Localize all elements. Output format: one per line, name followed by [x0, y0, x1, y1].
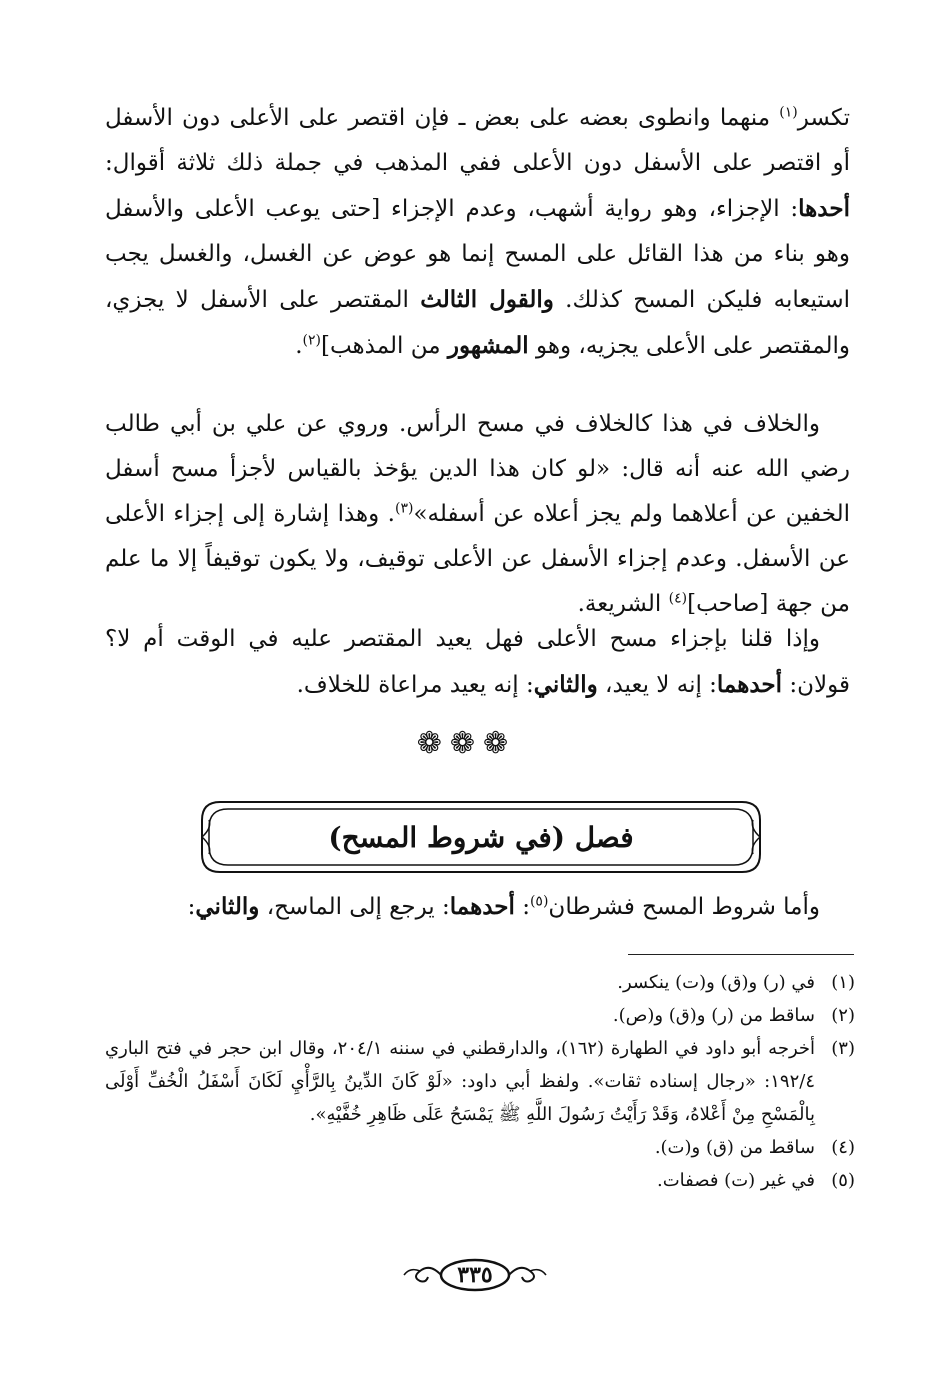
page-number-ornament [400, 1255, 550, 1295]
text-run: والخلاف في هذا كالخلاف في مسح الرأس. وروي عن علي بن أبي طالب رضي الله عنه أنه قال: «لو كان هذا الدين يؤخذ بالقياس لأجزأ مسح أسفل الخفين عن أعلاهما ولم يجز أعلاه عن أسفله» [105, 411, 850, 527]
text-run: وأما شروط المسح فشرطان [548, 894, 820, 920]
footnote-text: ساقط من (ر) و(ق) و(ص). [612, 1005, 815, 1026]
paragraph-4-text [105, 884, 850, 930]
footnote-item [105, 966, 855, 999]
paragraph-2 [105, 402, 850, 627]
footnote-number: (٣) [831, 1038, 855, 1059]
footnote-text: في (ر) و(ق) و(ت) ينكسر. [617, 972, 815, 993]
footnotes-list [105, 966, 855, 1197]
footnote-reference: (٥) [529, 893, 549, 910]
paragraph-4 [105, 884, 850, 930]
footnote-text: ساقط من (ق) و(ت). [654, 1137, 815, 1158]
text-run: تكسر [797, 105, 850, 131]
text-run: وإذا قلنا بإجزاء مسح الأعلى فهل يعيد المقتصر عليه في الوقت أم لا؟ قولان: [105, 626, 850, 698]
footnote-item [105, 1131, 855, 1164]
footnote-reference: (٤) [668, 590, 688, 607]
footnote-item [105, 999, 855, 1032]
text-run: منهما وانطوى بعضه على بعض ـ فإن اقتصر على الأعلى دون الأسفل أو اقتصر على الأسفل دون الأعلى ففي المذهب في جملة ذلك ثلاثة أقوال: [105, 105, 850, 176]
footnote-number: (١) [831, 972, 855, 993]
text-run: : الإجزاء، وهو رواية أشهب، وعدم الإجزاء [حتى يوعب الأعلى والأسفل وهو بناء من هذا القائل على المسح إنما هو عوض عن الغسل، والغسل يجب استيعابه فليكن المسح كذلك. [105, 196, 850, 313]
text-run: : إنه لا يعيد، [597, 672, 717, 698]
footnote-reference: (١) [779, 104, 798, 121]
page-number: ٣٣٥ [457, 1262, 493, 1288]
paragraph-1 [105, 96, 850, 369]
bold-term: والثاني [195, 893, 260, 920]
bold-term: والقول الثالث [420, 286, 554, 313]
text-run: المقتصر على الأسفل لا يجزي، والمقتصر على الأعلى يجزيه، وهو [105, 287, 850, 359]
footnote-number: (٥) [831, 1170, 855, 1191]
text-run: الشريعة. [577, 591, 669, 617]
footnote-text: في غير (ت) فصفات. [656, 1170, 815, 1191]
footnote-item [105, 1032, 855, 1131]
bold-term: المشهور [447, 332, 529, 359]
footnote-text: أخرجه أبو داود في الطهارة (١٦٢)، والدارقطني في سننه ٢٠٤/١، وقال ابن حجر في فتح الباري ١٩٢/٤: «رجال إسناده ثقات». ولفظ أبي داود: «لَوْ كَانَ الدِّينُ بِالرَّأْيِ لَكَانَ أَسْفَلُ الْخُفِّ أَوْلَى بِالْمَسْحِ مِنْ أَعْلاهُ، وَقَدْ رَأَيْتُ رَسُولَ اللَّهِ ﷺ يَمْسَحُ عَلَى ظَاهِرِ خُفَّيْهِ». [105, 1038, 816, 1125]
footnote-item [105, 1164, 855, 1197]
footnote-number: (٤) [831, 1137, 855, 1158]
paragraph-1-text [105, 96, 850, 369]
text-run: من المذهب] [320, 333, 448, 359]
bold-term: أحدهما [449, 893, 515, 920]
section-heading: فصل (في شروط المسح) [328, 820, 634, 854]
text-run: : [187, 894, 196, 920]
footnote-number: (٢) [831, 1005, 855, 1026]
paragraph-3-text [105, 617, 850, 708]
paragraph-2-text [105, 402, 850, 627]
text-run: . وهذا إشارة إلى إجزاء الأعلى عن الأسفل. وعدم إجزاء الأسفل عن الأعلى توقيف، ولا يكون توقيفاً إلا ما علم من جهة [صاحب] [105, 501, 850, 617]
footnote-reference: (٢) [302, 332, 321, 349]
text-run: : يرجع إلى الماسح، [259, 894, 450, 920]
section-heading-frame [198, 798, 764, 876]
footnote-reference: (٣) [395, 500, 414, 517]
bold-term: أحدها [798, 195, 850, 222]
paragraph-3 [105, 617, 850, 708]
section-separator-ornament: ❁❁❁ [416, 726, 517, 761]
text-run: : إنه يعيد مراعاة للخلاف. [296, 672, 534, 698]
text-run: . [295, 333, 303, 359]
footnote-divider [628, 954, 854, 955]
bold-term: أحدهما [716, 671, 783, 698]
bold-term: والثاني [533, 671, 598, 698]
text-run: : [514, 894, 530, 920]
